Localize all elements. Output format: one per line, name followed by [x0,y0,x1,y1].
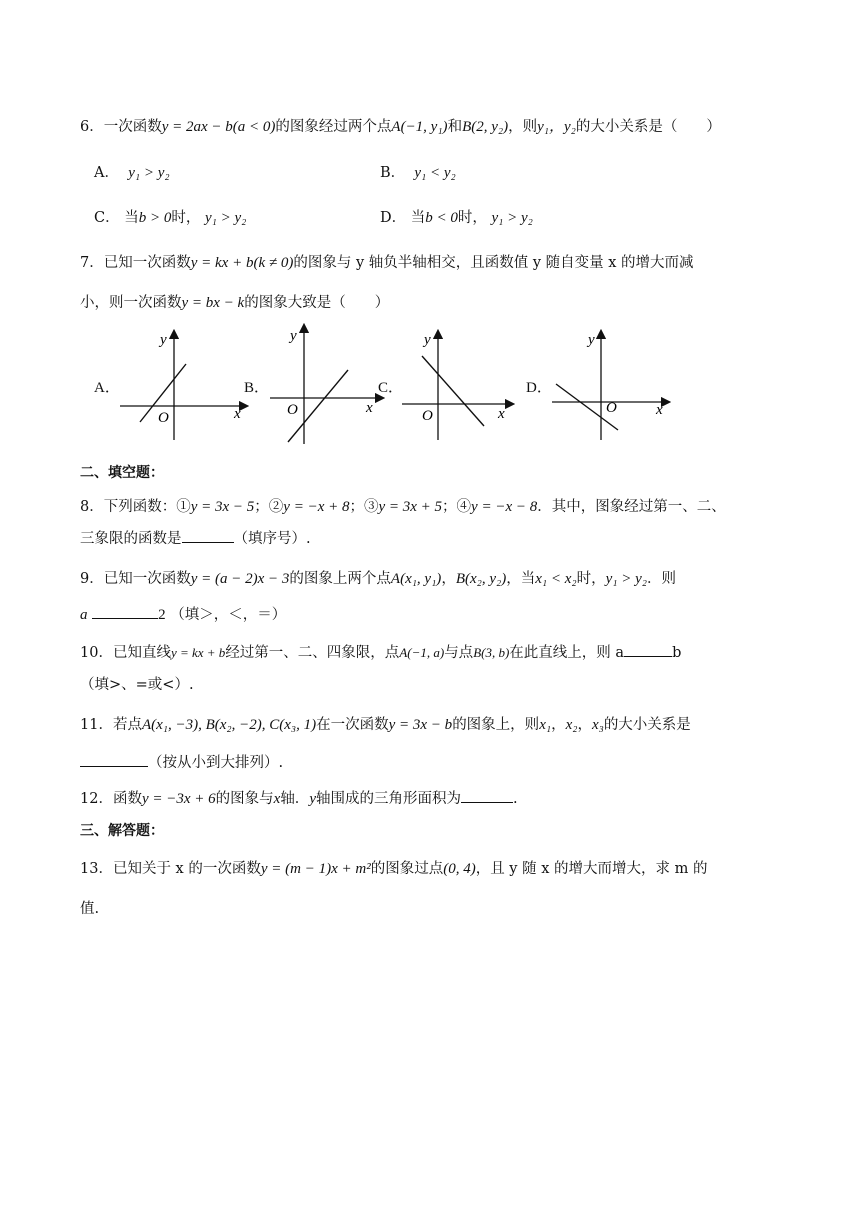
formula: x₁ [539,717,552,733]
formula: y = (a − 2)x − 3 [190,571,290,587]
text: 已知直线 [112,645,171,661]
text: 已知一次函数 [103,255,191,271]
formula: y [309,791,316,807]
q9-stem-line2 [80,604,286,626]
text: ．其中，图象经过第一、二、 [537,499,726,515]
q7-option-d-label: D． [526,380,552,396]
q7-graph-c [400,328,516,444]
formula: y₁ > y₂ [128,165,170,181]
text: ， [551,717,566,733]
q7-stem-line2 [80,292,389,314]
option-label: B． [380,165,406,181]
axis-label-x: x [656,402,663,418]
formula: y₁ > y₂ [204,210,247,226]
text: 的图象与 [215,791,274,807]
text: 的图象大致是（ ） [244,295,390,311]
formula: x₂ [565,717,578,733]
q11-stem-line1 [80,714,691,736]
text: 小，则一次函数 [80,295,182,311]
text: 函数 [112,791,142,807]
q9-stem-line1 [80,568,676,590]
origin-label: O [422,408,433,424]
formula: B(x₂, y₂) [455,571,507,587]
formula: x₁ < x₂ [535,571,577,587]
text: 的图象与 y 轴负半轴相交，且函数值 y 随自变量 x 的增大而减 [293,255,694,271]
q7-graph-b [268,322,388,446]
question-number: 11． [80,717,113,733]
formula: A(−1, y₁) [391,119,448,135]
q8-stem-line1 [80,496,726,518]
formula: A(x₁, −3), B(x₂, −2), C(x₃, 1) [141,717,317,733]
formula: y = −3x + 6 [141,791,216,807]
formula: x₃ [591,717,604,733]
text: 的图象上，则 [452,717,540,733]
formula: y₁ < y₂ [414,165,456,181]
text: 和 [447,119,463,135]
text: 若点 [112,717,142,733]
text: 当 [410,210,426,226]
formula: y = bx − k [181,295,245,311]
q7-option-c-label: C． [378,380,404,396]
formula: b > 0 [138,210,172,226]
formula: (0, 4) [443,861,476,877]
axis-label-y: y [424,332,431,348]
question-number: 6． [80,119,104,135]
text: 经过第一、二、四象限，点 [225,645,400,661]
text: 的图象上两个点 [289,571,391,587]
text: （填>、=或<）. [80,677,194,693]
formula: y = 3x + 5 [378,499,443,515]
question-number: 10． [80,645,113,661]
q7-graph-d [550,328,674,444]
formula: y₁ > y₂ [491,210,533,226]
q12-stem [80,788,518,810]
answer-blank[interactable] [80,752,148,767]
text: ；③ [349,499,379,515]
text: 在一次函数 [316,717,389,733]
axis-label-y: y [588,332,595,348]
text: 时， [576,571,606,587]
formula: A(x₁, y₁) [390,571,442,587]
axis-label-y: y [290,328,297,344]
text: ， [577,717,592,733]
formula: y = kx + b [170,645,226,660]
section-answer-heading: 三、解答题： [80,823,164,839]
formula: x [273,791,281,807]
q11-stem-line2 [80,752,283,774]
text: 与点 [444,645,474,661]
answer-blank[interactable] [182,528,234,543]
text: 已知关于 x 的一次函数 [112,861,261,877]
formula: y = 3x − b [388,717,453,733]
answer-blank[interactable] [461,788,513,803]
option-label: D． [380,210,407,226]
q13-stem-line1 [80,858,707,880]
formula: y = kx + b(k ≠ 0) [190,255,294,271]
q13-stem-line2 [80,898,99,920]
q6-stem [80,116,721,138]
q6-option-b [380,162,456,184]
text: 在此直线上，则 a [509,645,625,661]
answer-blank[interactable] [624,642,672,657]
section-fill-blank-heading: 二、填空题： [80,465,164,481]
option-label: A． [94,165,119,181]
formula: y = 3x − 5 [190,499,255,515]
text: 时， [457,210,487,226]
formula: B(3, b) [473,645,510,660]
text: 的大小关系是 [603,717,691,733]
q6-option-d [380,207,533,229]
text: （按从小到大排列）. [148,755,284,771]
formula: 2 [158,607,166,623]
formula: y₁ > y₂ [605,571,647,587]
text: （填＞，＜，＝） [170,607,287,623]
text: 的图象经过两个点 [275,119,392,135]
question-number: 13． [80,861,113,877]
formula: y = (m − 1)x + m² [260,861,371,877]
axis-label-x: x [234,406,241,422]
text: 的大小关系是（ ） [575,119,721,135]
text: 轴围成的三角形面积为 [315,791,461,807]
axis-label-y: y [160,332,167,348]
text: ，且 y 随 x 的增大而增大，求 m 的 [475,861,708,877]
text: ，则 [508,119,538,135]
q8-stem-line2 [80,528,311,550]
text: ， [441,571,456,587]
text: 值. [80,901,100,917]
formula: A(−1, a) [399,645,445,660]
formula: y = 2ax − b(a < 0) [161,119,276,135]
origin-label: O [606,400,617,416]
formula: y₁，y₂ [537,119,576,135]
question-number: 12． [80,791,113,807]
text: b [672,645,682,661]
text: 一次函数 [103,119,162,135]
option-label: C． [94,210,120,226]
text: ；④ [442,499,472,515]
formula: b < 0 [425,210,458,226]
text: 下列函数：① [103,499,191,515]
text: 的图象过点 [370,861,444,877]
formula: B(2, y₂) [462,119,509,135]
q7-option-a-label: A． [94,380,120,396]
q7-graph-a [118,328,250,444]
text: 当 [124,210,139,226]
text: 轴． [280,791,310,807]
question-number: 9． [80,571,104,587]
q7-option-b-label: B． [244,380,270,396]
question-number: 7． [80,255,104,271]
answer-blank[interactable] [92,604,158,619]
formula: a [80,607,88,623]
axis-label-x: x [366,400,373,416]
origin-label: O [287,402,298,418]
text: ，当 [506,571,536,587]
text: 时， [171,210,201,226]
text: ；② [254,499,284,515]
text: . [512,791,518,807]
text: ．则 [646,571,676,587]
q6-option-a [94,162,170,184]
axis-label-x: x [498,406,505,422]
question-number: 8． [80,499,104,515]
text: （填序号）. [233,531,311,547]
q10-stem-line1 [80,642,681,664]
formula: y = −x + 8 [283,499,350,515]
text: 已知一次函数 [103,571,191,587]
formula: y = −x − 8 [471,499,538,515]
q6-option-c [94,207,246,229]
origin-label: O [158,410,169,426]
text: 三象限的函数是 [80,531,182,547]
q10-stem-line2 [80,674,194,696]
q7-stem-line1 [80,252,694,274]
